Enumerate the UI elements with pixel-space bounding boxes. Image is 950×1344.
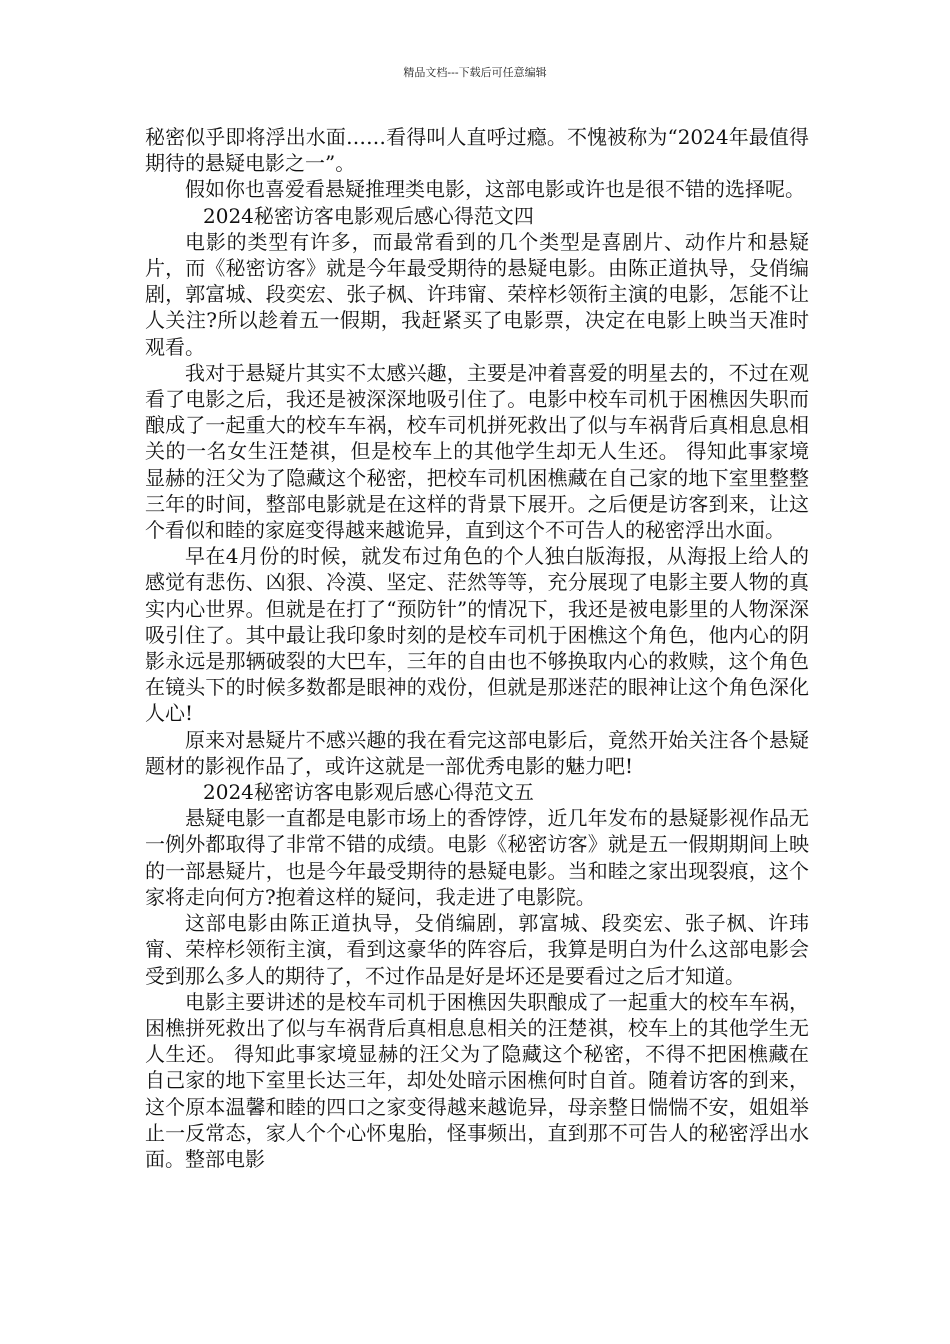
section-heading-five: 2024秘密访客电影观后感心得范文五	[203, 780, 534, 805]
paragraph: 这部电影由陈正道执导，殳俏编剧，郭富城、段奕宏、张子枫、许玮甯、荣梓杉领衔主演，看到这豪华的阵容后，我算是明白为什么这部电影会受到那么多人的期待了，不过作品是好是坏还是要看过之后才知道。	[145, 911, 809, 988]
page-header: 精品文档---下载后可任意编辑	[403, 66, 547, 79]
paragraph: 早在4月份的时候，就发布过角色的个人独白版海报，从海报上给人的感觉有悲伤、凶狠、冷漠、坚定、茫然等等，充分展现了电影主要人物的真实内心世界。但就是在打了“预防针”的情况下，我还是被电影里的人物深深吸引住了。其中最让我印象时刻的是校车司机于困樵这个角色，他内心的阴影永远是那辆破裂的大巴车，三年的自由也不够换取内心的救赎，这个角色在镜头下的时候多数都是眼神的戏份，但就是那迷茫的眼神让这个角色深化人心!	[145, 544, 809, 726]
paragraph: 电影主要讲述的是校车司机于困樵因失职酿成了一起重大的校车车祸，困樵拼死救出了似与车祸背后真相息息相关的汪楚祺，校车上的其他学生无人生还。 得知此事家境显赫的汪父为了隐藏这个秘密，不得不把困樵藏在自己家的地下室里长达三年，却处处暗示困樵何时自首。随着访客的到来，这个原本温馨和睦的四口之家变得越来越诡异，母亲整日惴惴不安，姐姐举止一反常态，家人个个心怀鬼胎，怪事频出，直到那不可告人的秘密浮出水面。整部电影	[145, 989, 809, 1171]
paragraph-continued: 秘密似乎即将浮出水面……看得叫人直呼过瘾。不愧被称为“2024年最值得期待的悬疑电影之一”。	[145, 125, 809, 176]
paragraph: 假如你也喜爱看悬疑推理类电影，这部电影或许也是很不错的选择呢。	[185, 177, 805, 202]
paragraph: 我对于悬疑片其实不太感兴趣，主要是冲着喜爱的明星去的，不过在观看了电影之后，我还是被深深地吸引住了。电影中校车司机于困樵因失职而酿成了一起重大的校车车祸，校车司机拼死救出了似与车祸背后真相息息相关的一名女生汪楚祺，但是校车上的其他学生却无人生还。 得知此事家境显赫的汪父为了隐藏这个秘密，把校车司机困樵藏在自己家的地下室里整整三年的时间，整部电影就是在这样的背景下展开。之后便是访客到来，让这个看似和睦的家庭变得越来越诡异，直到这个不可告人的秘密浮出水面。	[145, 360, 809, 543]
section-heading-four: 2024秘密访客电影观后感心得范文四	[203, 203, 534, 228]
paragraph: 原来对悬疑片不感兴趣的我在看完这部电影后，竟然开始关注各个悬疑题材的影视作品了，或许这就是一部优秀电影的魅力吧!	[145, 727, 809, 778]
paragraph: 电影的类型有许多，而最常看到的几个类型是喜剧片、动作片和悬疑片，而《秘密访客》就是今年最受期待的悬疑电影。由陈正道执导，殳俏编剧，郭富城、段奕宏、张子枫、许玮甯、荣梓杉领衔主演的电影，怎能不让人关注?所以趁着五一假期，我赶紧买了电影票，决定在电影上映当天准时观看。	[145, 229, 809, 359]
paragraph: 悬疑电影一直都是电影市场上的香饽饽，近几年发布的悬疑影视作品无一例外都取得了非常不错的成绩。电影《秘密访客》就是五一假期期间上映的一部悬疑片，也是今年最受期待的悬疑电影。当和睦之家出现裂痕，这个家将走向何方?抱着这样的疑问，我走进了电影院。	[145, 806, 809, 909]
document-body	[145, 124, 809, 1172]
